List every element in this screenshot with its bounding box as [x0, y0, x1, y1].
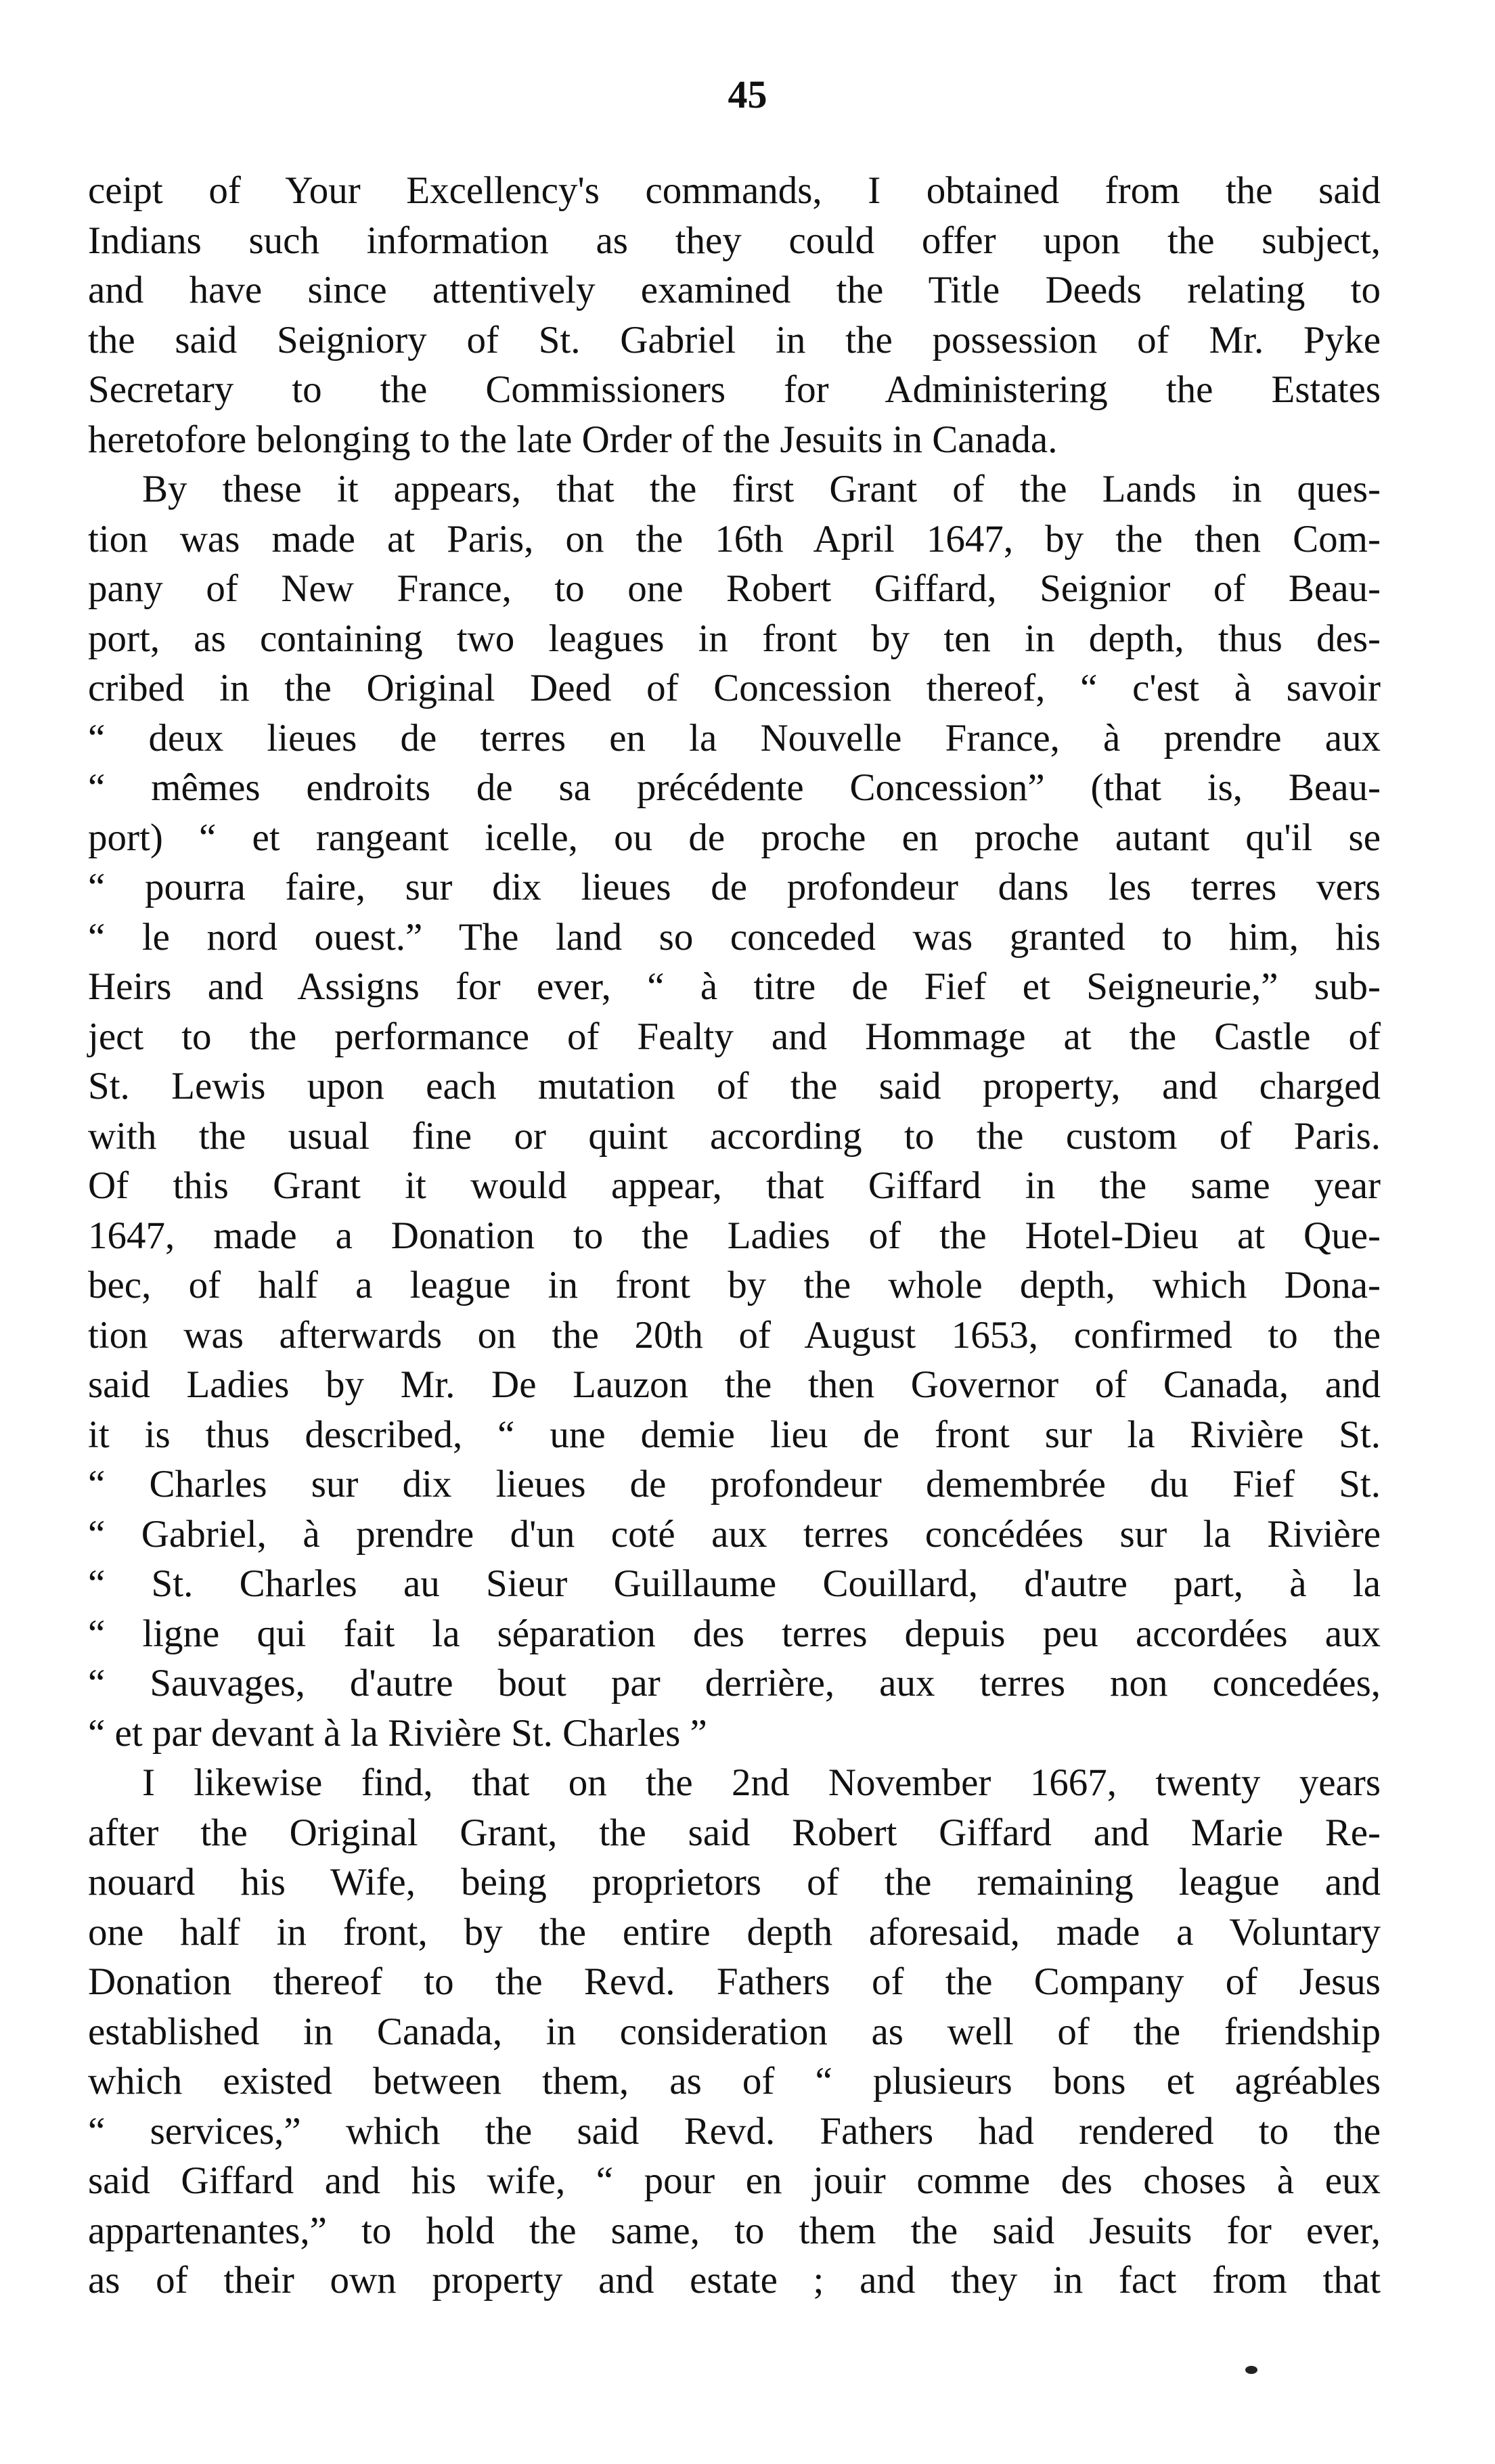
text-line: “ mêmes endroits de sa précédente Concession” (that is, Beau- [88, 766, 1381, 809]
text-line: and have since attentively examined the Title Deeds relating to [88, 269, 1381, 311]
text-line: with the usual fine or quint according to the custom of Paris. [88, 1114, 1381, 1158]
text-line: said Giffard and his wife, “ pour en jouir comme des choses à eux [88, 2159, 1381, 2202]
text-line: pany of New France, to one Robert Giffard, Seignior of Beau- [88, 567, 1381, 610]
text-line: “ deux lieues de terres en la Nouvelle France, à prendre aux [88, 716, 1381, 760]
text-line: “ ligne qui fait la séparation des terres depuis peu accordées aux [88, 1612, 1381, 1655]
text-line: “ et par devant à la Rivière St. Charles ” [88, 1711, 707, 1755]
text-line: ceipt of Your Excellency's commands, I obtained from the said [88, 169, 1381, 212]
text-line: established in Canada, in consideration as well of the friendship [88, 2010, 1381, 2053]
text-line: it is thus described, “ une demie lieu de front sur la Rivière St. [88, 1413, 1381, 1456]
text-line: ject to the performance of Fealty and Hommage at the Castle of [88, 1015, 1381, 1058]
text-line: port) “ et rangeant icelle, ou de proche en proche autant qu'il se [88, 816, 1381, 859]
text-line: appartenantes,” to hold the same, to them the said Jesuits for ever, [88, 2209, 1381, 2252]
text-line: “ le nord ouest.” The land so conceded was granted to him, his [88, 915, 1381, 959]
text-line: port, as containing two leagues in front by ten in depth, thus des- [88, 617, 1381, 660]
text-line: tion was afterwards on the 20th of August 1653, confirmed to the [88, 1313, 1381, 1357]
page-number: 45 [728, 72, 767, 116]
text-line: “ pourra faire, sur dix lieues de profondeur dans les terres vers [88, 866, 1381, 908]
text-line: tion was made at Paris, on the 16th April 1647, by the then Com- [88, 517, 1381, 560]
text-line: “ Sauvages, d'autre bout par derrière, aux terres non concedées, [88, 1662, 1381, 1704]
text-line: “ St. Charles au Sieur Guillaume Couillard, d'autre part, à la [88, 1562, 1381, 1605]
text-line: heretofore belonging to the late Order of the Jesuits in Canada. [88, 418, 1058, 461]
text-line: “ Charles sur dix lieues de profondeur demembrée du Fief St. [88, 1463, 1381, 1505]
text-line: Of this Grant it would appear, that Giffard in the same year [88, 1164, 1381, 1207]
body-text [88, 166, 1381, 2306]
text-line: Indians such information as they could offer upon the subject, [88, 219, 1381, 262]
text-line: as of their own property and estate ; and they in fact from that [88, 2259, 1381, 2302]
text-line: which existed between them, as of “ plusieurs bons et agréables [88, 2060, 1381, 2103]
text-line: one half in front, by the entire depth aforesaid, made a Voluntary [88, 1910, 1381, 1954]
text-line: Donation thereof to the Revd. Fathers of the Company of Jesus [88, 1960, 1381, 2003]
text-line: St. Lewis upon each mutation of the said property, and charged [88, 1065, 1381, 1107]
text-line: said Ladies by Mr. De Lauzon the then Governor of Canada, and [88, 1363, 1381, 1406]
text-line: bec, of half a league in front by the whole depth, which Dona- [88, 1264, 1381, 1306]
text-line: after the Original Grant, the said Robert Giffard and Marie Re- [88, 1811, 1381, 1854]
text-line: nouard his Wife, being proprietors of the remaining league and [88, 1861, 1381, 1904]
text-line: “ Gabriel, à prendre d'un coté aux terres concédées sur la Rivière [88, 1512, 1381, 1556]
text-line: Heirs and Assigns for ever, “ à titre de Fief et Seigneurie,” sub- [88, 965, 1381, 1008]
text-line: I likewise find, that on the 2nd November 1667, twenty years [142, 1761, 1381, 1804]
text-line: “ services,” which the said Revd. Fathers had rendered to the [88, 2109, 1381, 2153]
ink-mark [1245, 2366, 1257, 2374]
text-line: By these it appears, that the first Grant of the Lands in ques- [142, 468, 1381, 510]
text-line: 1647, made a Donation to the Ladies of the Hotel-Dieu at Que- [88, 1214, 1381, 1257]
text-line: cribed in the Original Deed of Concession thereof, “ c'est à savoir [88, 667, 1381, 709]
text-line: Secretary to the Commissioners for Administering the Estates [88, 368, 1381, 411]
text-line: the said Seigniory of St. Gabriel in the possession of Mr. Pyke [88, 318, 1381, 361]
